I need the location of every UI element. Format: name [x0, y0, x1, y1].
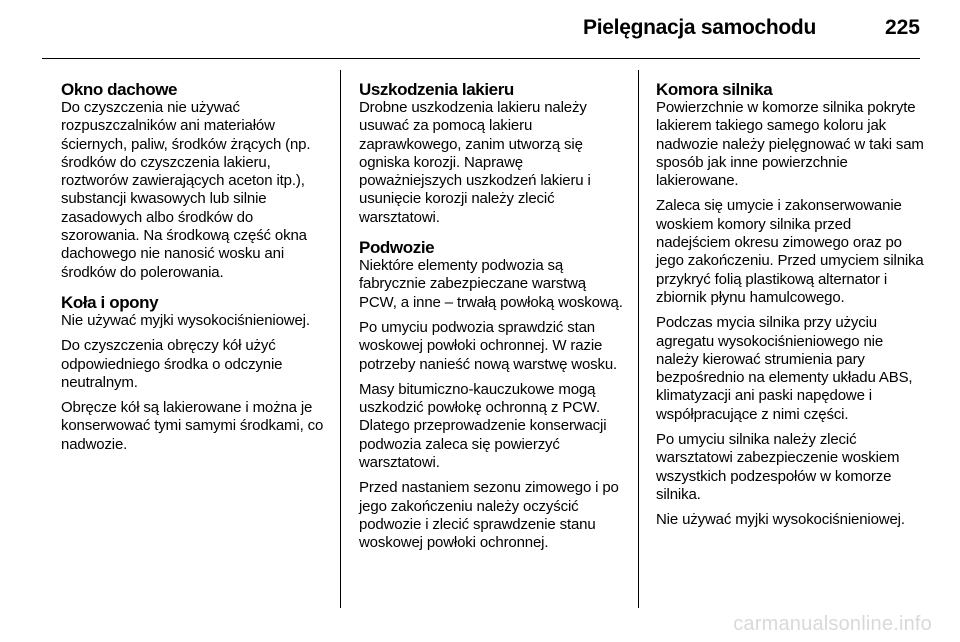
section-heading: Podwozie	[359, 238, 435, 258]
paragraph: Masy bitumiczno-kauczukowe mogą uszkodzić powłokę ochronną z PCW. Dlatego przeprowadzenie konserwacji podwozia zaleca się powierzyć warsztatowi.	[359, 380, 607, 472]
section-kola-i-opony	[61, 293, 333, 454]
section-heading: Okno dachowe	[61, 80, 178, 99]
column-divider	[638, 70, 639, 608]
column-1	[61, 80, 333, 465]
paragraph: Do czyszczenia nie używać rozpuszczalników ani materiałów ściernych, paliw, środków żrących (np. środków do czyszczenia lakieru, roztworów zawierających aceton itp.), substancji kwasowych lub silnie zasadowych albo środków do szorowania. Na środkową część okna dachowego nie nanosić wosku ani środków do polerowania.	[61, 99, 311, 281]
section-heading: Koła i opony	[61, 292, 159, 312]
section-podwozie	[359, 238, 625, 552]
paragraph: Po umyciu silnika należy zlecić warsztatowi zabezpieczenie woskiem wszystkich podzespołów w komorze silnika.	[656, 431, 900, 503]
page-title: Pielęgnacja samochodu	[583, 16, 816, 39]
paragraph: Nie używać myjki wysokociśnieniowej.	[61, 311, 310, 329]
paragraph: Niektóre elementy podwozia są fabrycznie zabezpieczane warstwą PCW, a inne – trwałą powłoką woskową.	[359, 257, 623, 311]
paragraph: Podczas mycia silnika przy użyciu agregatu wysokociśnieniowego nie należy kierować strumienia pary bezpośrednio na elementy układu ABS, klimatyzacji ani paski napędowe i współpracujące z nimi części.	[656, 314, 913, 423]
section-heading: Komora silnika	[656, 80, 773, 99]
paragraph: Obręcze kół są lakierowane i można je konserwować tymi samymi środkami, co nadwozie.	[61, 399, 324, 453]
paragraph: Po umyciu podwozia sprawdzić stan woskowej powłoki ochronnej. W razie potrzeby nanieść nową warstwę wosku.	[359, 318, 618, 373]
watermark: carmanualsonline.info	[733, 613, 932, 635]
paragraph: Powierzchnie w komorze silnika pokryte lakierem takiego samego koloru jak nadwozie należy pielęgnować w taki sam sposób jak inne powierzchnie lakierowane.	[656, 99, 924, 190]
section-heading: Uszkodzenia lakieru	[359, 80, 514, 99]
paragraph: Drobne uszkodzenia lakieru należy usuwać za pomocą lakieru zaprawkowego, zanim utworzą się ogniska korozji. Naprawę poważniejszych uszkodzeń lakieru i usunięcie korozji należy zlecić warsztatowi.	[359, 99, 591, 226]
paragraph: Zaleca się umycie i zakonserwowanie woskiem komory silnika przed nadejściem okresu zimowego oraz po jego zakończeniu. Przed umyciem silnika przykryć folią plastikową alternator i zbiornik płynu hamulcowego.	[656, 197, 924, 306]
header-divider	[42, 58, 920, 59]
column-divider	[340, 70, 341, 608]
page-number: 225	[884, 16, 920, 39]
page-header	[0, 0, 920, 40]
column-3	[656, 80, 924, 541]
section-uszkodzenia-lakieru	[359, 80, 625, 227]
section-komora-silnika	[656, 80, 924, 530]
column-2	[359, 80, 625, 564]
paragraph: Przed nastaniem sezonu zimowego i po jego zakończeniu należy oczyścić podwozie i zlecić sprawdzenie stanu woskowej powłoki ochronnej.	[359, 479, 619, 552]
paragraph: Nie używać myjki wysokociśnieniowej.	[656, 511, 905, 529]
section-okno-dachowe	[61, 80, 333, 282]
paragraph: Do czyszczenia obręczy kół użyć odpowiedniego środka o odczynie neutralnym.	[61, 337, 283, 391]
